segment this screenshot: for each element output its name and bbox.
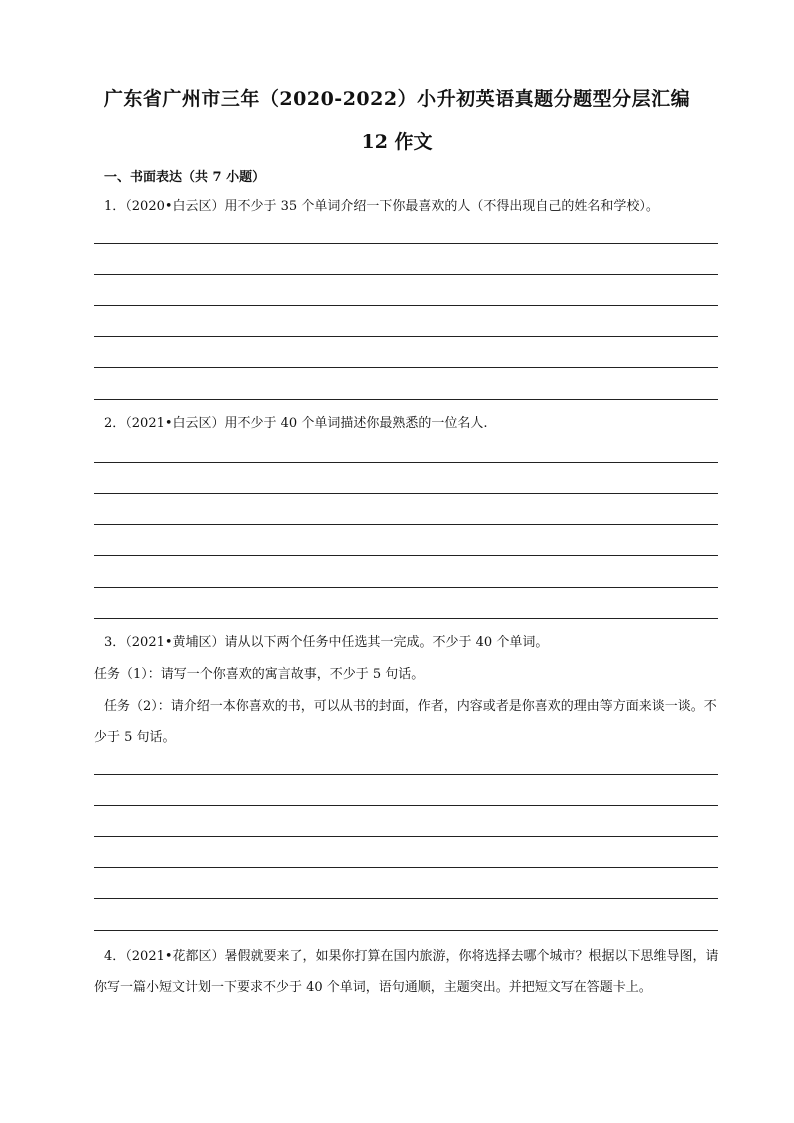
answer-line[interactable] (94, 367, 718, 368)
answer-line[interactable] (94, 274, 718, 275)
answer-line[interactable] (94, 399, 718, 400)
answer-line[interactable] (94, 836, 718, 837)
document-subtitle: 12 作文 (361, 131, 433, 153)
answer-line[interactable] (94, 774, 718, 775)
section-heading: 一、书面表达（共 7 小题） (104, 170, 266, 185)
answer-line[interactable] (94, 462, 718, 463)
question-3-task-1: 任务（1）：请写一个你喜欢的寓言故事，不少于 5 句话。 (94, 667, 425, 682)
answer-line[interactable] (94, 493, 718, 494)
answer-line[interactable] (94, 805, 718, 806)
answer-line[interactable] (94, 618, 718, 619)
answer-line[interactable] (94, 305, 718, 306)
answer-line[interactable] (94, 867, 718, 868)
answer-line[interactable] (94, 930, 718, 931)
question-2-prompt: 2．（2021•白云区）用不少于 40 个单词描述你最熟悉的一位名人. (104, 416, 488, 431)
question-3-prompt: 3．（2021•黄埔区）请从以下两个任务中任选其一完成。不少于 40 个单词。 (104, 635, 549, 650)
answer-line[interactable] (94, 587, 718, 588)
question-1-prompt: 1．（2020•白云区）用不少于 35 个单词介绍一下你最喜欢的人（不得出现自己的姓名和学校）。 (104, 199, 659, 214)
answer-line[interactable] (94, 898, 718, 899)
answer-line[interactable] (94, 336, 718, 337)
answer-line[interactable] (94, 555, 718, 556)
answer-line[interactable] (94, 524, 718, 525)
document-title: 广东省广州市三年（2020-2022）小升初英语真题分题型分层汇编 (103, 88, 691, 110)
question-3-task-2: 任务（2）：请介绍一本你喜欢的书，可以从书的封面，作者，内容或者是你喜欢的理由等方面来谈一谈。不少于 5 句话。 (94, 699, 717, 745)
question-4-prompt: 4．（2021•花都区）暑假就要来了，如果你打算在国内旅游，你将选择去哪个城市？根据以下思维导图，请你写一篇小短文计划一下要求不少于 40 个单词，语句通顺，主题突出。并把短文写在答题卡上。 (94, 949, 719, 995)
answer-line[interactable] (94, 243, 718, 244)
